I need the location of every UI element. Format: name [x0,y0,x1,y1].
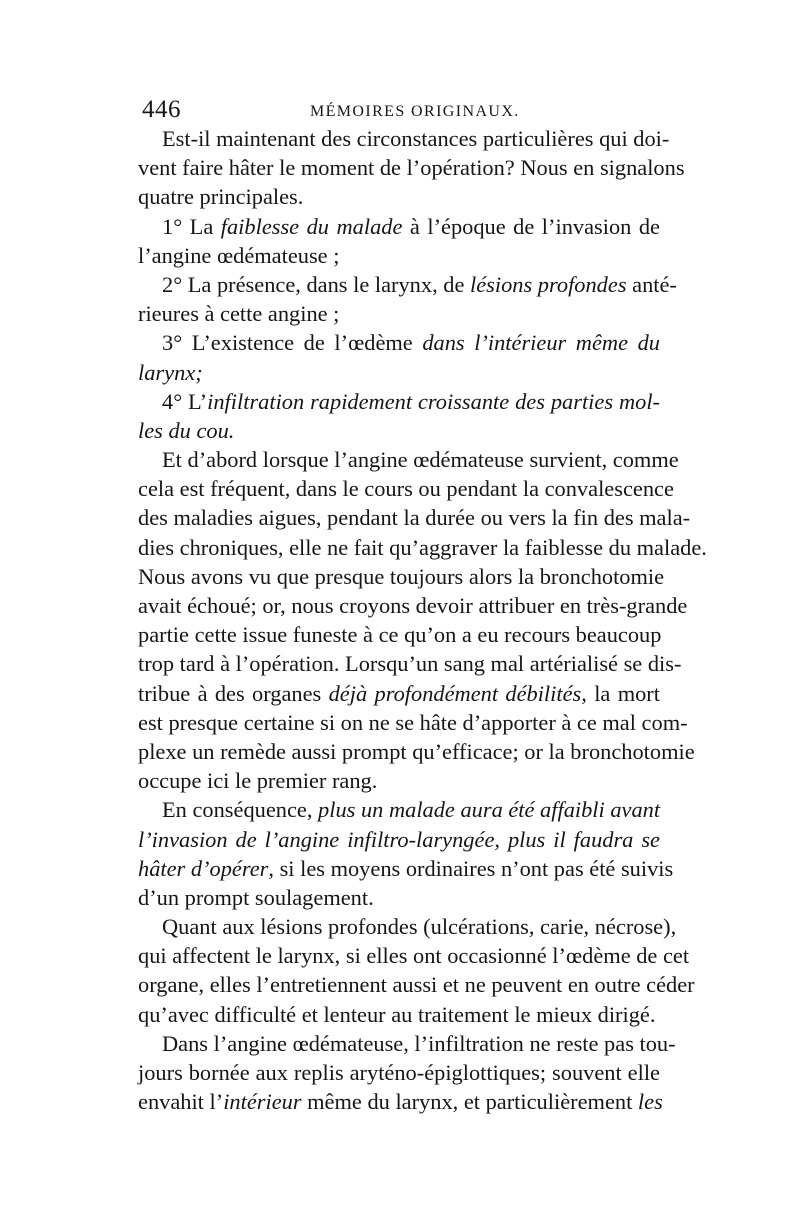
text-line [138,212,660,241]
text-segment: 2° La présence, dans le larynx, de [162,271,470,297]
text-line [138,825,660,854]
text-segment: , la mort [581,680,660,706]
italic-text: dans l’intérieur même du [422,330,660,356]
text-segment: , si les moyens ordinaires n’ont pas été suivis [268,855,674,881]
text-segment: Quant aux lésions profondes (ulcérations, carie, nécrose), [162,914,677,940]
italic-text: larynx; [138,359,203,385]
text-line [138,562,665,591]
text-segment: organe, elles l’entretiennent aussi et ne peuvent en outre céder [138,972,695,998]
text-segment: qui affectent le larynx, si elles ont occasionné l’œdème de cet [138,943,690,969]
text-line [138,1058,660,1087]
text-segment: plexe un remède aussi prompt qu’efficace; or la bronchotomie [138,738,695,764]
text-segment: Dans l’angine œdémateuse, l’infiltration ne reste pas tou- [162,1030,676,1056]
text-segment: dies chroniques, elle ne fait qu’aggraver la faiblesse du malade. [138,534,707,560]
text-segment: d’un prompt soulagement. [138,884,374,910]
text-line [138,708,688,737]
italic-text: les du cou. [138,417,235,443]
italic-text: l’invasion de l’angine infiltro-laryngée, plus il faudra se [138,826,660,852]
italic-text: lésions profondes [470,271,627,297]
text-segment: est presque certaine si on ne se hâte d’apporter à ce mal com- [138,709,688,735]
text-segment: 1° La [162,213,221,239]
text-line [138,1029,676,1058]
italic-text: faiblesse du malade [220,213,403,239]
text-line [138,124,670,153]
text-segment: des maladies aigues, pendant la durée ou vers la fin des mala- [138,505,691,531]
text-segment: même du larynx, et particulièrement [301,1089,638,1115]
text-line [138,445,679,474]
text-line [138,474,674,503]
text-line [138,737,695,766]
text-segment: cela est fréquent, dans le cours ou pendant la convalescence [138,476,674,502]
running-head: MÉMOIRES ORIGINAUX. [310,103,520,120]
text-line [138,358,660,387]
text-line [138,299,660,328]
text-line [138,970,695,999]
text-segment: occupe ici le premier rang. [138,768,378,794]
text-segment: 3° L’existence de l’œdème [162,330,423,356]
text-segment: Et d’abord lorsque l’angine œdémateuse survient, comme [162,447,679,473]
text-line [138,1087,663,1116]
text-line [138,854,674,883]
text-line [138,416,660,445]
page-number: 446 [142,96,181,123]
italic-text: les [637,1089,663,1115]
text-line [138,620,660,649]
text-line [138,503,691,532]
text-line [138,270,677,299]
italic-text: plus un malade aura été affaibli avant [318,797,661,823]
text-line [138,941,690,970]
text-line [138,679,660,708]
text-line [138,649,682,678]
text-segment: à l’époque de l’invasion de [402,213,660,239]
italic-text: hâter d’opérer [138,855,269,881]
text-segment: quatre principales. [138,184,304,210]
italic-text: déjà profondément débilités [328,680,582,706]
body-text [138,124,707,1116]
text-segment: qu’avec difficulté et lenteur au traitement le mieux dirigé. [138,1001,656,1027]
page-header [142,96,656,126]
text-line [138,1000,660,1029]
text-segment: Nous avons vu que presque toujours alors la bronchotomie [138,563,665,589]
text-line [138,387,660,416]
italic-text: infiltration rapidement croissante des parties mol- [207,388,661,414]
text-segment: rieures à cette angine ; [138,301,340,327]
text-segment: jours bornée aux replis aryténo-épiglottiques; souvent elle [138,1060,660,1085]
text-line [138,241,660,270]
text-segment: avait échoué; or, nous croyons devoir attribuer en très-grande [138,593,688,618]
text-segment: 4° L’ [162,388,208,414]
text-line [138,883,660,912]
text-line [138,591,688,620]
text-line [138,795,660,824]
text-segment: envahit l’ [138,1089,224,1115]
text-segment: anté- [626,271,677,297]
text-line [138,912,677,941]
text-line [138,533,707,562]
text-segment: partie cette issue funeste à ce qu’on a eu recours beaucoup [138,622,662,648]
text-segment: En conséquence, [162,797,319,823]
text-segment: trop tard à l’opération. Lorsqu’un sang mal artérialisé se dis- [138,651,682,677]
text-line [138,182,660,211]
text-segment: tribue à des organes [138,680,329,706]
italic-text: intérieur [223,1089,302,1115]
text-line [138,328,660,357]
text-segment: Est-il maintenant des circonstances particulières qui doi- [162,126,670,151]
text-line [138,153,685,182]
text-line [138,766,660,795]
text-segment: vent faire hâter le moment de l’opération? Nous en signalons [138,155,685,181]
text-segment: l’angine œdémateuse ; [138,242,340,268]
